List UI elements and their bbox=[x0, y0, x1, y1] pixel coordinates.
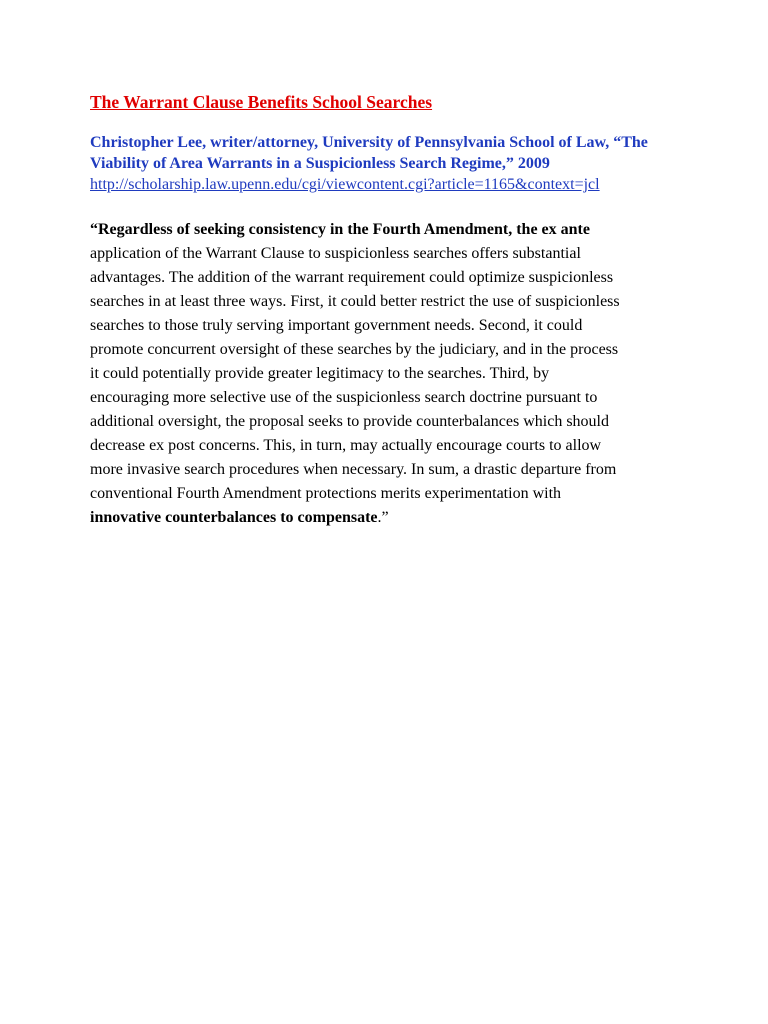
quote-line: more invasive search procedures when necessary. In sum, a drastic departure from bbox=[90, 461, 617, 478]
citation-line-2: Viability of Area Warrants in a Suspicionless Search Regime,” 2009 bbox=[90, 155, 550, 172]
source-link[interactable]: http://scholarship.law.upenn.edu/cgi/viewcontent.cgi?article=1165&context=jcl bbox=[90, 176, 600, 193]
quote-line: application of the Warrant Clause to suspicionless searches offers substantial bbox=[90, 245, 581, 262]
quote-last-line bbox=[90, 506, 690, 530]
document-page bbox=[90, 90, 690, 530]
quote-line: encouraging more selective use of the suspicionless search doctrine pursuant to bbox=[90, 389, 598, 406]
quote-closing: .” bbox=[377, 509, 389, 526]
quote-line: searches to those truly serving important government needs. Second, it could bbox=[90, 317, 583, 334]
quote-line: promote concurrent oversight of these searches by the judiciary, and in the process bbox=[90, 341, 619, 358]
quote-block bbox=[90, 218, 690, 530]
quote-line: advantages. The addition of the warrant requirement could optimize suspicionless bbox=[90, 269, 614, 286]
quote-line-1: “Regardless of seeking consistency in the Fourth Amendment, the ex ante bbox=[90, 221, 590, 238]
quote-line: additional oversight, the proposal seeks to provide counterbalances which should bbox=[90, 413, 609, 430]
quote-line: decrease ex post concerns. This, in turn, may actually encourage courts to allow bbox=[90, 437, 602, 454]
quote-line: searches in at least three ways. First, it could better restrict the use of suspicionless bbox=[90, 293, 620, 310]
quote-line: conventional Fourth Amendment protections merits experimentation with bbox=[90, 485, 562, 502]
document-title: The Warrant Clause Benefits School Searches bbox=[90, 92, 433, 112]
quote-last-line-bold: innovative counterbalances to compensate bbox=[90, 509, 378, 526]
citation-line-1: Christopher Lee, writer/attorney, University of Pennsylvania School of Law, “The bbox=[90, 134, 648, 151]
citation bbox=[90, 132, 690, 195]
quote-line: it could potentially provide greater legitimacy to the searches. Third, by bbox=[90, 365, 550, 382]
